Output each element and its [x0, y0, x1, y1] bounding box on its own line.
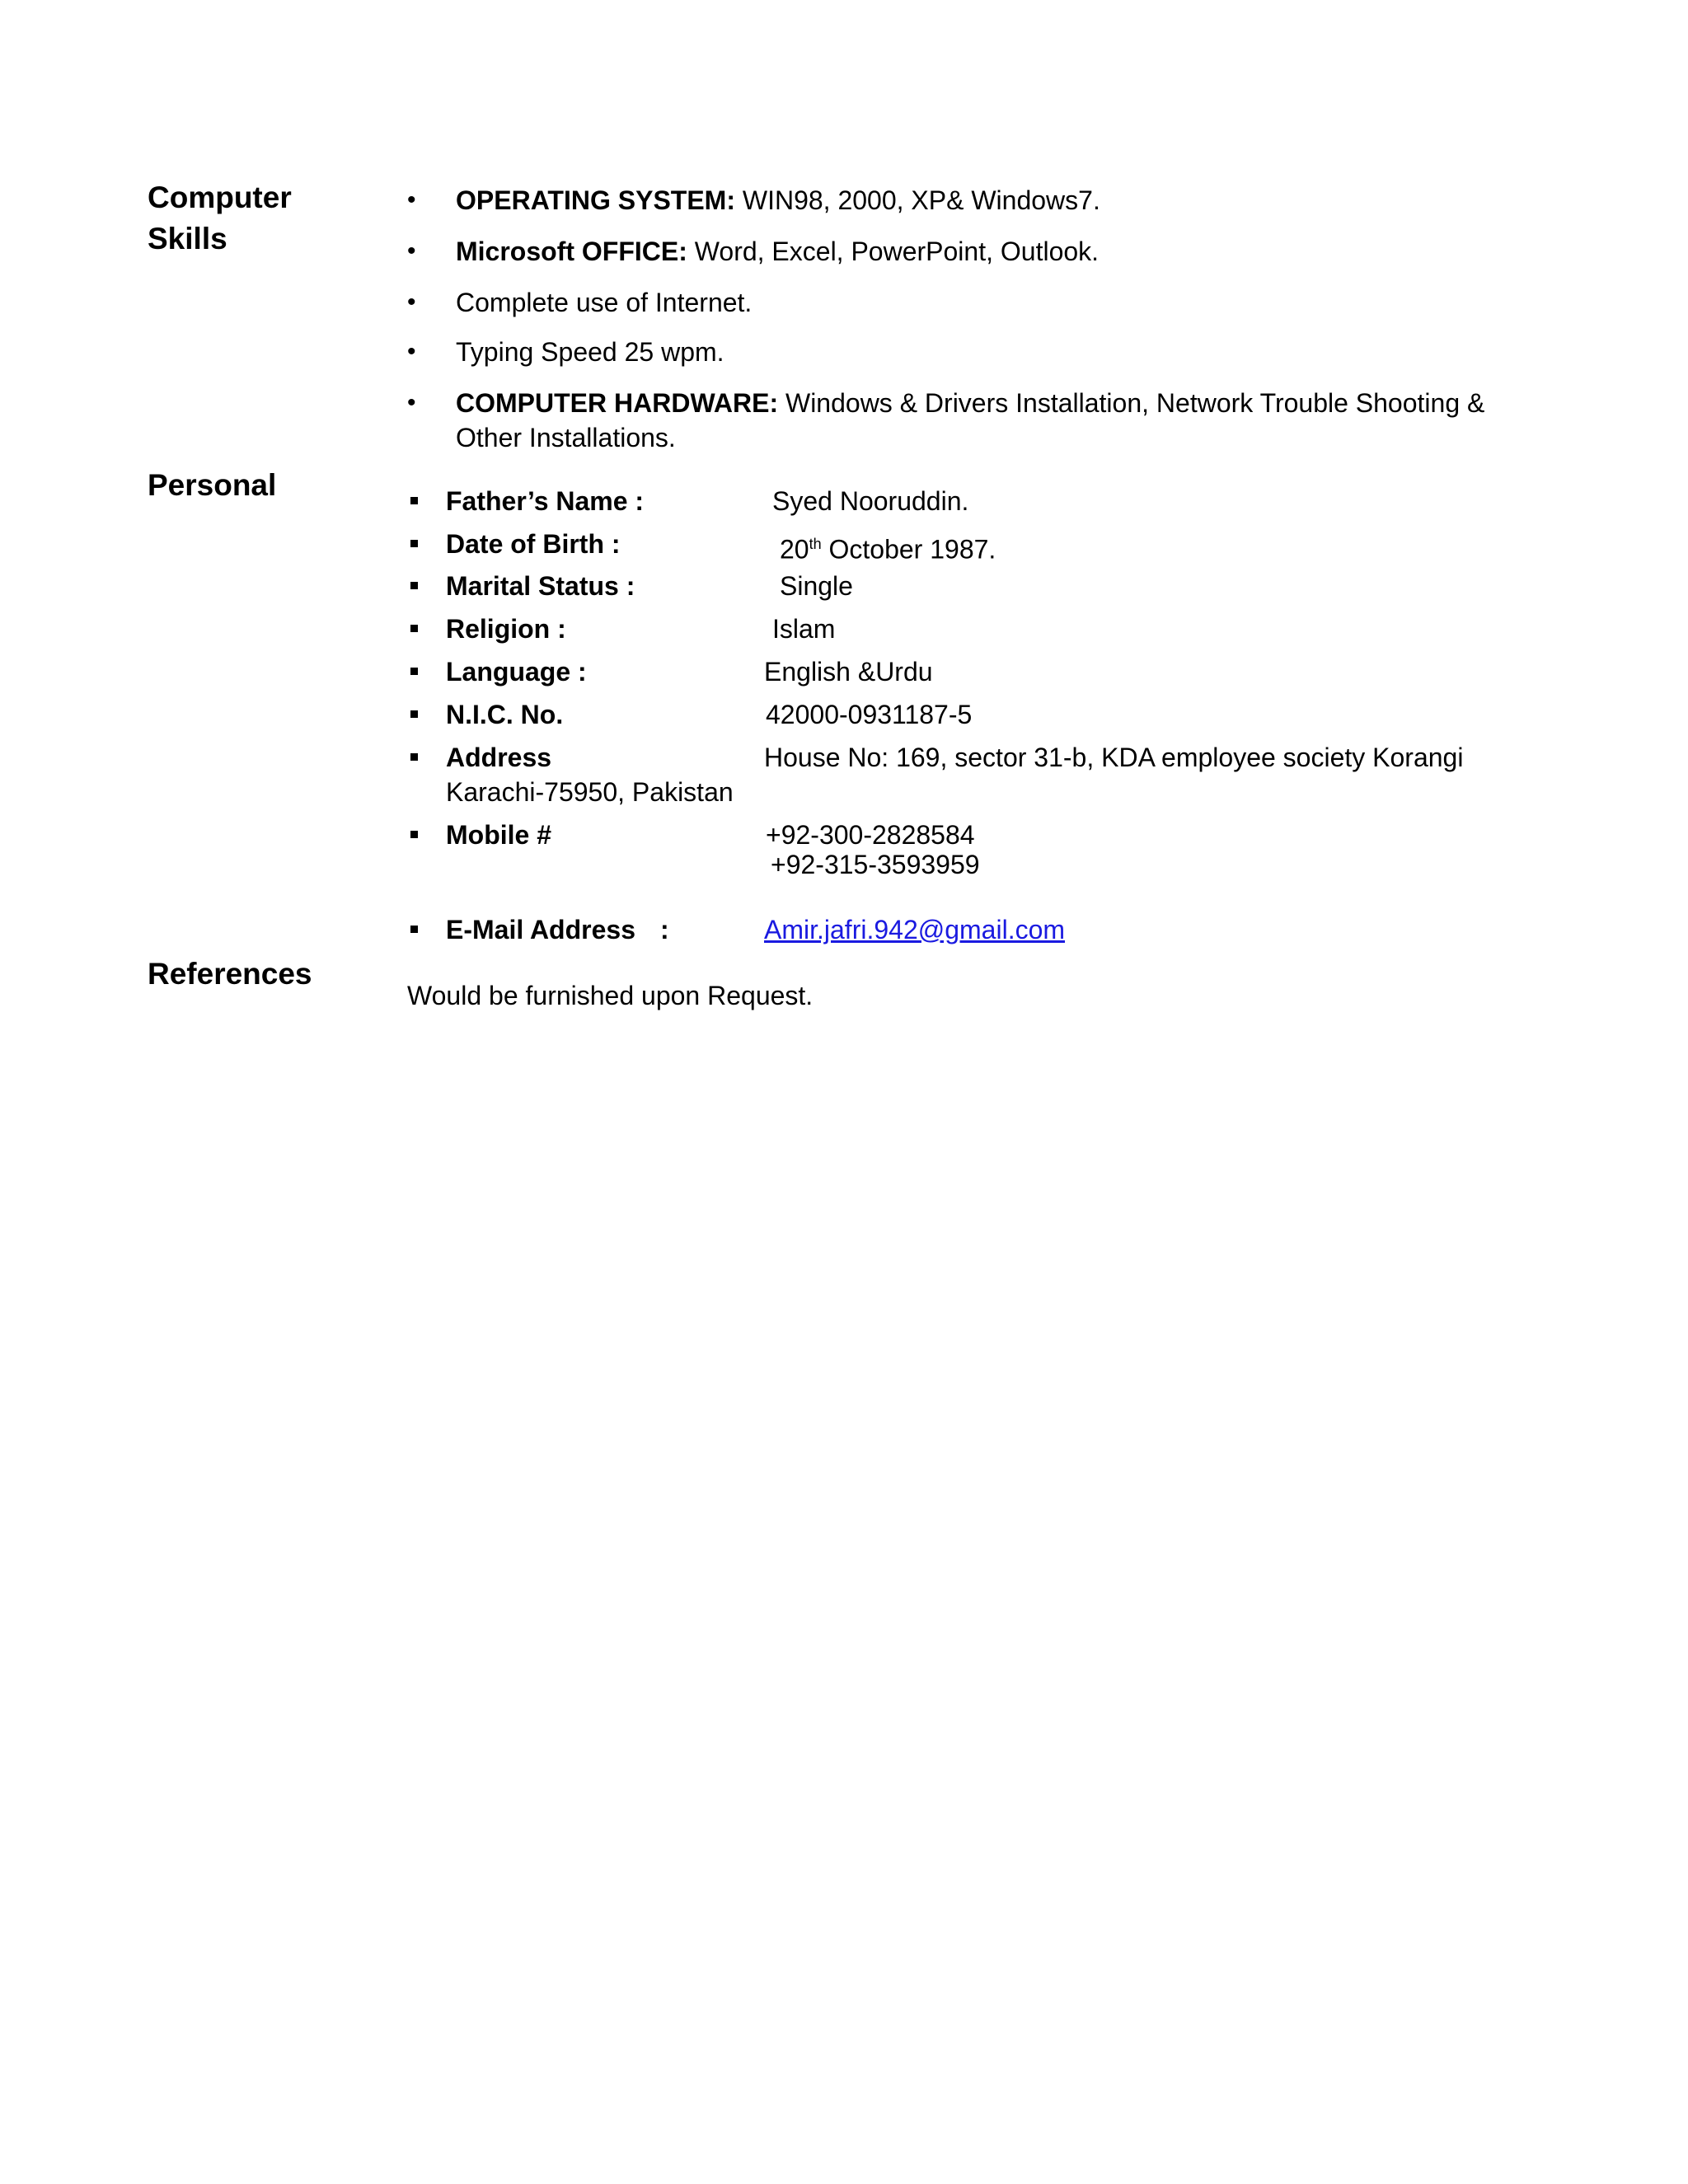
skill-text: Typing Speed 25 wpm.	[456, 337, 724, 367]
section-title-personal: Personal	[148, 468, 277, 502]
address-continuation: Karachi-75950, Pakistan	[446, 777, 734, 807]
field-colon: :	[660, 915, 669, 944]
skill-text: Word, Excel, PowerPoint, Outlook.	[687, 237, 1100, 266]
field-label: Father’s Name :	[446, 486, 645, 516]
field-value: Syed Nooruddin.	[772, 486, 969, 516]
field-label: Address	[446, 743, 552, 772]
field-value: English &Urdu	[764, 657, 933, 687]
field-value: Islam	[772, 614, 836, 644]
field-value	[780, 527, 996, 567]
square-bullet-icon	[410, 668, 418, 675]
skill-label: OPERATING SYSTEM:	[456, 185, 735, 215]
personal-row-marital-status	[407, 569, 1561, 610]
dob-rest: October 1987.	[821, 534, 996, 565]
bullet-dot-icon: •	[407, 186, 416, 213]
square-bullet-icon	[410, 926, 418, 933]
section-title-line: Computer	[148, 180, 292, 214]
dob-suffix: th	[809, 536, 822, 552]
section-title-computer-skills	[148, 177, 345, 260]
field-label: Language :	[446, 657, 587, 687]
field-value: +92-300-2828584	[766, 820, 975, 850]
square-bullet-icon	[410, 540, 418, 547]
dob-day: 20	[780, 534, 809, 565]
field-value: Single	[780, 571, 853, 601]
personal-row-email	[407, 912, 1561, 954]
skill-label: Microsoft OFFICE:	[456, 237, 687, 266]
skill-text: WIN98, 2000, XP& Windows7.	[734, 185, 1100, 215]
section-title-references: References	[148, 957, 312, 991]
personal-row-mobile	[407, 818, 1561, 859]
personal-row-fathers-name	[407, 484, 1561, 525]
field-value: House No: 169, sector 31-b, KDA employee society Korangi	[764, 743, 1464, 772]
skill-text: Windows & Drivers Installation, Network Trouble Shooting & Other Installations.	[456, 388, 1485, 452]
square-bullet-icon	[410, 710, 418, 718]
field-value: 42000-0931187-5	[766, 700, 973, 729]
field-label: E-Mail Address	[446, 915, 635, 944]
square-bullet-icon	[410, 582, 418, 589]
references-text: Would be furnished upon Request.	[407, 981, 814, 1010]
personal-row-date-of-birth	[407, 527, 1561, 568]
bullet-dot-icon: •	[407, 237, 416, 265]
field-label: Marital Status :	[446, 571, 635, 601]
field-label: N.I.C. No.	[446, 700, 564, 729]
section-title-line: Skills	[148, 222, 227, 255]
field-label: Mobile #	[446, 820, 552, 850]
skill-text: Complete use of Internet.	[456, 288, 753, 317]
skill-label: COMPUTER HARDWARE:	[456, 388, 779, 418]
bullet-dot-icon: •	[407, 389, 416, 416]
bullet-dot-icon: •	[407, 288, 416, 316]
bullet-dot-icon: •	[407, 338, 416, 365]
mobile-number-secondary: +92-315-3593959	[771, 850, 980, 879]
personal-row-religion	[407, 612, 1561, 653]
field-label: Date of Birth :	[446, 529, 621, 559]
square-bullet-icon	[410, 625, 418, 632]
field-label: Religion :	[446, 614, 566, 644]
square-bullet-icon	[410, 831, 418, 838]
personal-row-language	[407, 654, 1561, 696]
email-link[interactable]: Amir.jafri.942@gmail.com	[764, 915, 1066, 944]
square-bullet-icon	[410, 753, 418, 761]
personal-row-nic	[407, 697, 1561, 738]
square-bullet-icon	[410, 497, 418, 504]
